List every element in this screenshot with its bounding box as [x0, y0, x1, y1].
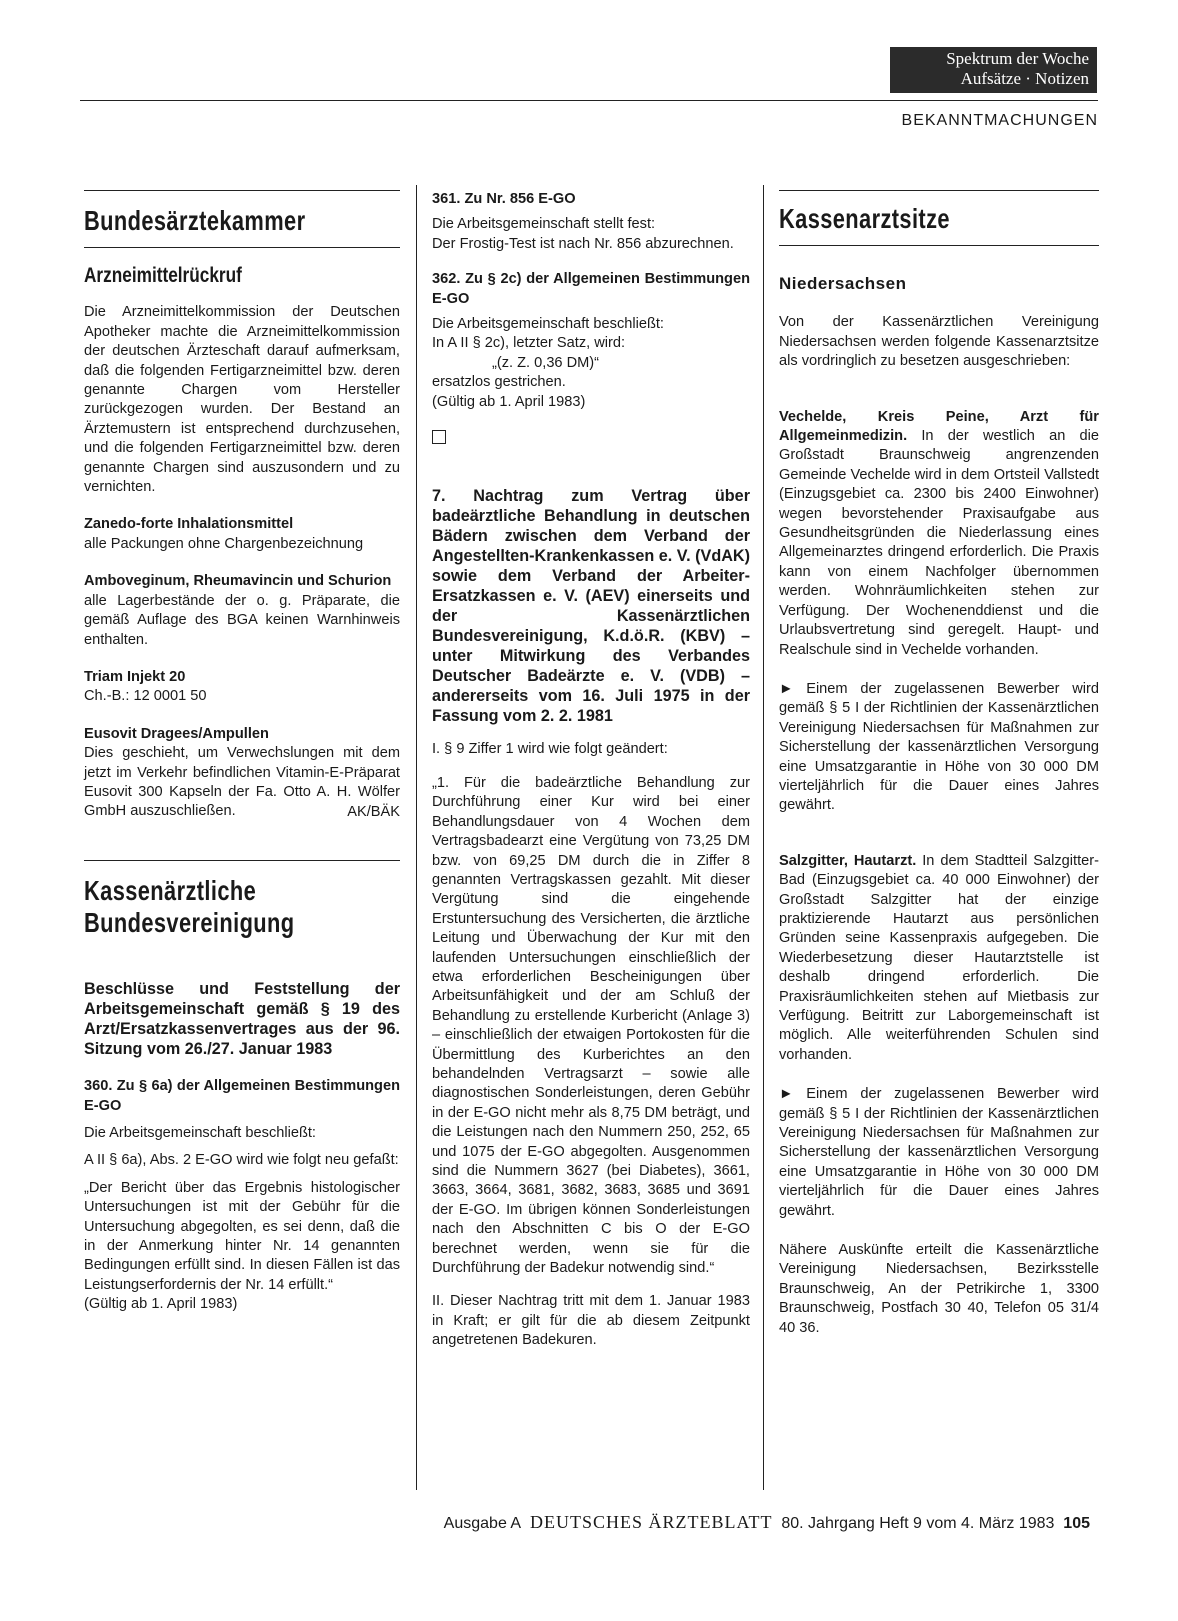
garantie-2: ► Einem der zugelassenen Bewerber wird gemäß § 5 I der Richtlinien der Kassenärztlichen Vereinigung Niedersachsen für Maßnahmen zur Sicherstellung der kassenärztlichen Versorgung eine Umsatzgarantie in Höhe von 30 000 DM vierteljährlich für die Dauer eines Jahres gewährt. [779, 1086, 1099, 1219]
vechelde-text: In der westlich an die Großstadt Braunschweig angrenzenden Gemeinde Vechelde wird in dem Ortsteil Vallstedt (Einzugsgebiet ca. 2300 bis 2400 Einwohner) wegen bevorstehender Praxisaufgabe aus Gesundheitsgründen die Niederlassung eines Allgemeinarztes dringend erforderlich. Die Praxis kann von einem Nachfolger übernommen werden. Wohnräumlichkeiten stehen zur Verfügung. Der Wochenenddienst und die Urlaubsvertretung sind geregelt. Haupt- und Realschule sind in Vechelde vorhanden. [779, 428, 1099, 658]
n360-p1: Die Arbeitsgemeinschaft beschließt: [84, 1124, 316, 1141]
heading-bundesaerztekammer: Bundesärztekammer [84, 205, 306, 236]
n362-p3: „(z. Z. 0,36 DM)“ [492, 354, 600, 371]
item-title: Amboveginum, Rheumavincin und Schurion [84, 573, 392, 590]
item-text: Dies geschieht, um Verwechslungen mit dem jetzt im Verkehr befindlichen Vitamin-E-Präparat Eusovit 300 Kapseln der Fa. Otto A. H. Wölfer GmbH auszuschließen. [84, 745, 400, 820]
column-1 [84, 190, 400, 1315]
footer-ausgabe: Ausgabe A [443, 1515, 522, 1532]
column-divider-2 [763, 185, 764, 1490]
page-footer [0, 1512, 1090, 1533]
item-title: Triam Injekt 20 [84, 668, 186, 685]
intro-text: Die Arzneimittelkommission der Deutschen Apotheker machte die Arzneimittelkommission der deutschen Ärzteschaft darauf aufmerksam, daß die folgenden Fertigarzneimittel bzw. deren genannte Chargen vom Hersteller zurückgezogen wurden. Der Bestand an Ärztemustern ist entsprechend durchzusehen, und die folgenden Fertigarzneimittel bzw. deren genannte Chargen sind auszusondern und zu vernichten. [84, 304, 400, 496]
heading-kassenarztsitze: Kassenarztsitze [779, 203, 950, 234]
nachtrag-title: 7. Nachtrag zum Vertrag über badeärztliche Behandlung in deutschen Bädern zwischen dem Verband der Angestellten-Krankenkassen e. V. (VdAK) sowie dem Verband der Arbeiter-Ersatzkassen e. V. (AEV) einerseits und der Kassenärztlichen Bundesvereinigung, K.d.ö.R. (KBV) – unter Mitwirkung des Verbandes Deutscher Badeärzte e. V. (VDB) – andererseits vom 16. Juli 1975 in der Fassung vom 2. 2. 1981 [432, 487, 750, 726]
top-rule [80, 100, 1098, 101]
signature: AK/BÄK [347, 803, 400, 820]
column-divider-1 [416, 185, 417, 1490]
item-title: Zanedo-forte Inhalationsmittel [84, 516, 294, 533]
section-badge [890, 47, 1097, 93]
badge-line1: Spektrum der Woche [946, 49, 1089, 68]
n360-title: 360. Zu § 6a) der Allgemeinen Bestimmungen E-GO [84, 1078, 400, 1114]
column-3 [779, 190, 1099, 1338]
garantie-1: ► Einem der zugelassenen Bewerber wird gemäß § 5 I der Richtlinien der Kassenärztlichen Vereinigung Niedersachsen für Maßnahmen zur Sicherstellung der kassenärztlichen Versorgung eine Umsatzgarantie in Höhe von 30 000 DM vierteljährlich für die Dauer eines Jahres gewährt. [779, 680, 1099, 814]
nachtrag-p3: II. Dieser Nachtrag tritt mit dem 1. Januar 1983 in Kraft; er gilt für die ab diesem Zeitpunkt angetretenen Badekuren. [432, 1293, 750, 1349]
beschluss-title: Beschlüsse und Feststellung der Arbeitsgemeinschaft gemäß § 19 des Arzt/Ersatzkassenvertrages aus der 96. Sitzung vom 26./27. Januar 1983 [84, 980, 400, 1059]
n361-p1: Die Arbeitsgemeinschaft stellt fest: [432, 216, 656, 233]
n362-p2: In A II § 2c), letzter Satz, wird: [432, 335, 626, 352]
end-mark-box [432, 430, 446, 444]
n362-p1: Die Arbeitsgemeinschaft beschließt: [432, 316, 664, 333]
salzgitter-text: In dem Stadtteil Salzgitter-Bad (Einzugsgebiet ca. 40 000 Einwohner) der Großstadt Salzgitter hat der einzige praktizierende Hautarzt aus persönlichen Gründen seine Kassenpraxis aufgegeben. Die Wiederbesetzung dieser Hautarztstelle ist deshalb dringend erforderlich. Die Praxisräumlichkeiten stehen auf Mietbasis zur Verfügung. Beitritt zur Laborgemeinschaft ist möglich. Alle weiterführenden Schulen sind vorhanden. [779, 852, 1099, 1063]
column-2 [432, 190, 750, 1351]
item-text: Ch.-B.: 12 0001 50 [84, 688, 207, 705]
auskunft-text: Nähere Auskünfte erteilt die Kassenärztliche Vereinigung Niedersachsen, Bezirksstelle Braunschweig, An der Petrikirche 1, 3300 Braunschweig, Postfach 30 40, Telefon 05 31/4 40 36. [779, 1242, 1099, 1336]
n362-title: 362. Zu § 2c) der Allgemeinen Bestimmungen E-GO [432, 271, 750, 307]
n360-p4: (Gültig ab 1. April 1983) [84, 1296, 238, 1313]
item-text: alle Packungen ohne Chargenbezeichnung [84, 535, 364, 552]
page-number: 105 [1063, 1515, 1090, 1532]
nachtrag-p2: „1. Für die badeärztliche Behandlung zur Durchführung einer Kur wird bei einer Behandlungsdauer von 4 Wochen dem Vertragsbadearzt eine Vergütung von 73,25 DM bzw. von 69,25 DM durch die in Ziffer 8 genannten Vertragskassen gezahlt. Mit dieser Vergütung sind die eingehende Erstuntersuchung des Versicherten, die ärztliche Leitung und Überwachung der Kur mit den laufenden Untersuchungen einschließlich der etwa erforderlichen Bescheinigungen über Arbeitsunfähigkeit und der am Schluß der Behandlung zu erstellende Kurbericht (Anlage 3) – einschließlich der etwaigen Portokosten für die Übermittlung des Kurberichtes an den behandelnden Vertragsarzt – sowie alle diagnostischen Sonderleistungen, deren Gebühr in der E-GO nicht mehr als 8,75 DM beträgt, und die Leistungen nach den Nummern 250, 252, 65 und 1075 der E-GO abgegolten. Ausgenommen sind die Nummern 3627 (bei Diabetes), 3661, 3663, 3664, 3681, 3682, 3683, 3685 und 3691 der E-GO. Im übrigen können Sonderleistungen nach den Abschnitten C bis O der E-GO berechnet werden, wenn sie für die Durchführung der Badekur notwendig sind.“ [432, 774, 750, 1277]
n362-p4: ersatzlos gestrichen. [432, 374, 566, 391]
n362-p5: (Gültig ab 1. April 1983) [432, 393, 586, 410]
badge-line2: Aufsätze · Notizen [960, 69, 1089, 88]
item-text: alle Lagerbestände der o. g. Präparate, die gemäß Auflage des BGA keinen Warnhinweis enthalten. [84, 592, 400, 648]
n361-p2: Der Frostig-Test ist nach Nr. 856 abzurechnen. [432, 235, 734, 252]
nachtrag-p1: I. § 9 Ziffer 1 wird wie folgt geändert: [432, 741, 668, 758]
n361-title: 361. Zu Nr. 856 E-GO [432, 191, 576, 207]
item-title: Eusovit Dragees/Ampullen [84, 725, 269, 742]
heading-arzneimittelrueckruf: Arzneimittelrückruf [84, 264, 242, 287]
intro-text: Von der Kassenärztlichen Vereinigung Niedersachsen werden folgende Kassenarztsitze als vordringlich zu besetzen ausgeschrieben: [779, 314, 1099, 370]
heading-kbv-line1: Kassenärztliche [84, 875, 257, 907]
n360-p2: A II § 6a), Abs. 2 E-GO wird wie folgt neu gefaßt: [84, 1152, 399, 1169]
footer-issue: 80. Jahrgang Heft 9 vom 4. März 1983 [781, 1515, 1055, 1532]
vechelde-title: Vechelde, Kreis Peine, Arzt für Allgemeinmedizin. [779, 408, 1099, 445]
heading-kbv-line2: Bundesvereinigung [84, 907, 295, 939]
n360-p3: „Der Bericht über das Ergebnis histologischer Untersuchungen ist mit der Gebühr für die Untersuchung abgegolten, es sei denn, daß die in der Anmerkung hinter Nr. 14 genannten Bedingungen erfüllt sind. In diesen Fällen ist das Leistungserfordernis der Nr. 14 erfüllt.“ [84, 1179, 400, 1293]
section-label: BEKANNTMACHUNGEN [901, 112, 1098, 129]
heading-niedersachsen: Niedersachsen [779, 274, 907, 293]
salzgitter-title: Salzgitter, Hautarzt. [779, 852, 917, 869]
footer-journal: DEUTSCHES ÄRZTEBLATT [529, 1512, 773, 1532]
